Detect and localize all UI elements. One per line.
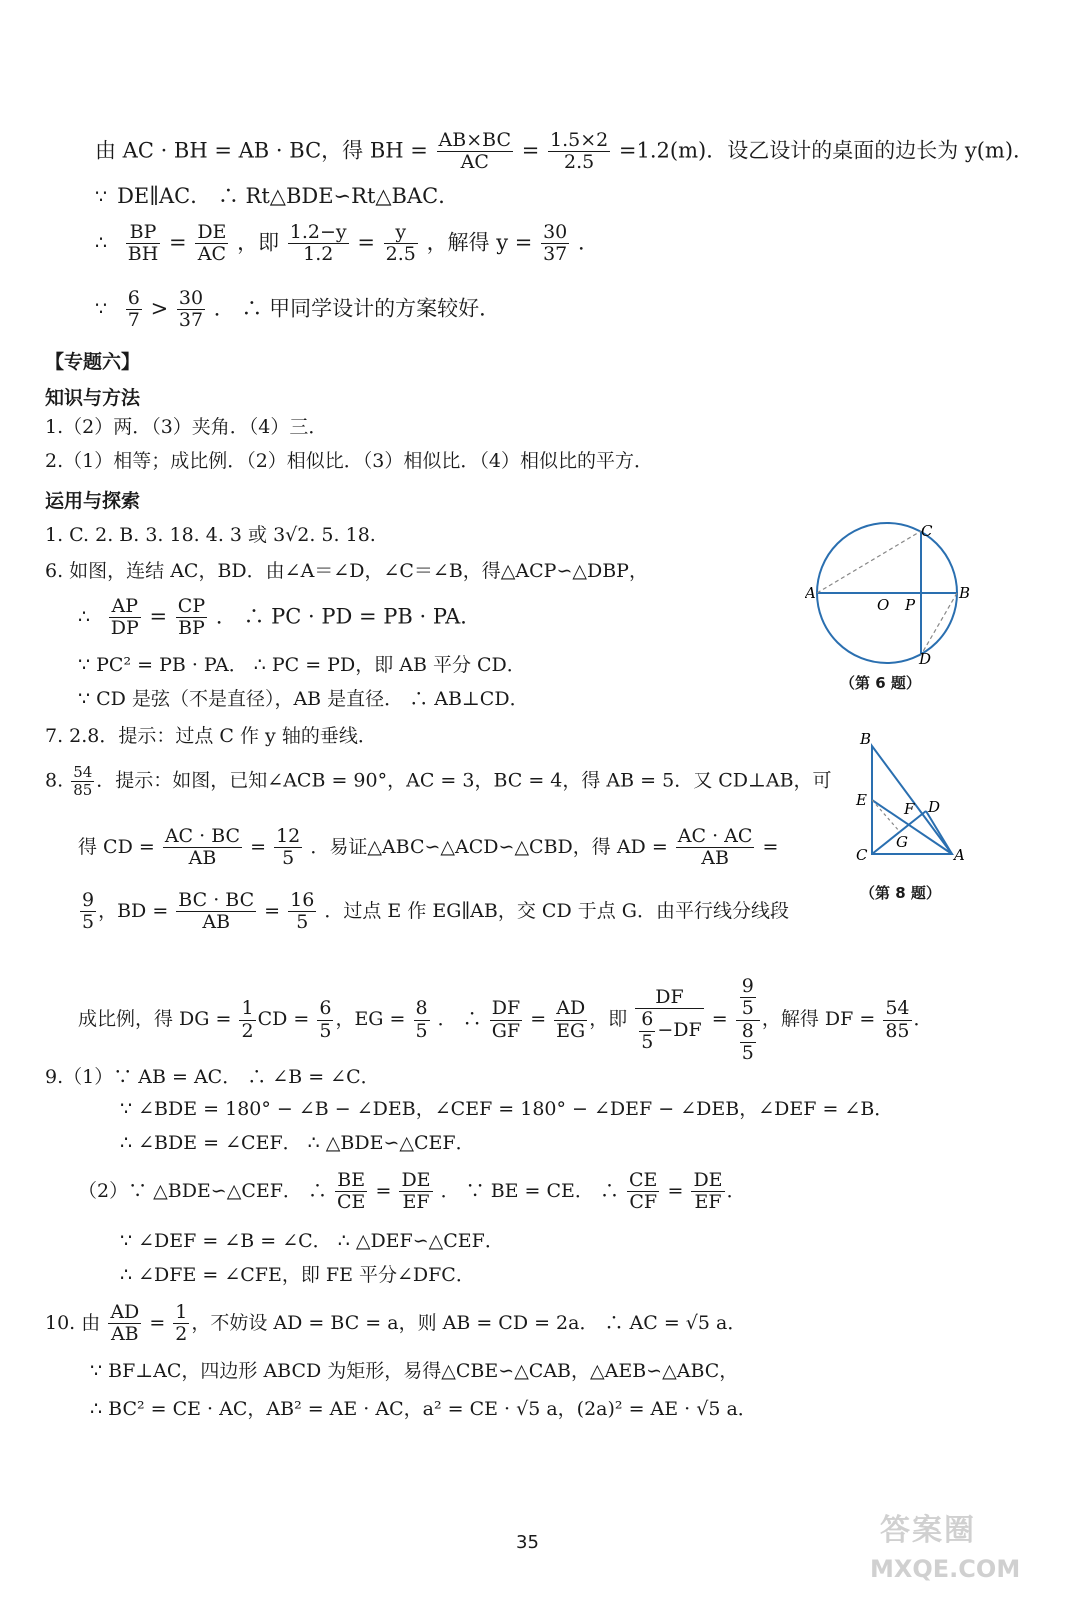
text: ． bbox=[726, 1179, 746, 1202]
fraction bbox=[173, 1302, 189, 1346]
denominator: 5 bbox=[741, 1041, 754, 1064]
answer-10-line-3: ∴ BC² = CE · AC，AB² = AE · AC，a² = CE · √5 a，(2a)² = AE · √5 a． bbox=[90, 1398, 757, 1420]
text: ．易证△ABC∽△ACD∽△CBD，得 AD = bbox=[310, 835, 668, 858]
text: = bbox=[375, 1179, 392, 1202]
text: ． bbox=[913, 1008, 933, 1031]
numerator: 9 bbox=[741, 975, 754, 997]
fraction bbox=[176, 890, 256, 934]
fraction bbox=[639, 1009, 655, 1053]
fraction bbox=[195, 222, 228, 266]
denominator: BP bbox=[178, 617, 205, 640]
denominator: 5 bbox=[282, 847, 295, 870]
text: = bbox=[357, 230, 375, 255]
segment-ac bbox=[817, 531, 921, 593]
denominator: 2.5 bbox=[385, 243, 416, 266]
fraction bbox=[288, 222, 349, 266]
fraction bbox=[163, 826, 242, 870]
text: 由 AC · BH = AB · BC，得 BH = bbox=[95, 138, 428, 163]
text: > bbox=[150, 296, 169, 321]
denominator: AC bbox=[197, 243, 226, 266]
fraction bbox=[80, 890, 96, 934]
numerator bbox=[736, 976, 760, 1021]
text: = bbox=[149, 604, 168, 629]
answers-1-5: 1. C. 2. B. 3. 18. 4. 3 或 3√2. 5. 18. bbox=[45, 524, 376, 546]
numerator: CE bbox=[629, 1169, 658, 1191]
numerator: 54 bbox=[73, 763, 93, 781]
numerator: 8 bbox=[415, 997, 428, 1020]
text: = bbox=[264, 899, 281, 922]
numerator: 9 bbox=[82, 889, 95, 911]
text: ．提示：如图，已知∠ACB = 90°，AC = 3，BC = 4，得 AB = 5．又 CD⊥AB，可 bbox=[96, 769, 832, 792]
text: = bbox=[530, 1008, 547, 1031]
numerator: BP bbox=[126, 222, 161, 244]
watermark-logo: 答案圈 bbox=[880, 1513, 976, 1548]
complex-fraction bbox=[736, 976, 760, 1064]
fraction bbox=[126, 288, 142, 332]
label-f: F bbox=[904, 800, 915, 818]
denominator: 37 bbox=[543, 243, 568, 266]
fraction bbox=[548, 130, 610, 174]
fraction bbox=[740, 1021, 756, 1065]
numerator: 16 bbox=[290, 889, 315, 911]
figure-8-caption: （第 8 题） bbox=[860, 884, 941, 902]
numerator: DE bbox=[197, 221, 227, 243]
apply-heading: 运用与探索 bbox=[45, 490, 141, 512]
answer-7: 7. 2.8．提示：过点 C 作 y 轴的垂线． bbox=[45, 725, 377, 747]
text: DE∥AC． ∴ Rt△BDE∽Rt△BAC． bbox=[117, 184, 460, 208]
answer-6-line-1: 6. 如图，连结 AC，BD．由∠A＝∠D，∠C＝∠B，得△ACP∽△DBP， bbox=[45, 560, 648, 582]
fraction bbox=[554, 998, 587, 1042]
fraction bbox=[740, 976, 756, 1020]
text: ，EG = bbox=[335, 1008, 406, 1031]
knowledge-heading: 知识与方法 bbox=[45, 387, 141, 409]
text: CD = bbox=[257, 1008, 310, 1031]
fraction bbox=[541, 222, 569, 266]
page-number: 35 bbox=[516, 1532, 539, 1553]
numerator: y bbox=[384, 222, 418, 244]
answer-9-line-1: 9.（1）∵ AB = AC． ∴ ∠B = ∠C． bbox=[45, 1066, 380, 1088]
numerator: BC · BC bbox=[178, 889, 255, 911]
fraction bbox=[239, 998, 255, 1042]
text: ，不妨设 AD = BC = a，则 AB = CD = 2a． ∴ AC = √5 a． bbox=[191, 1311, 747, 1334]
denominator: 2.5 bbox=[563, 151, 595, 174]
denominator: 5 bbox=[296, 911, 309, 934]
numerator: 54 bbox=[885, 997, 910, 1020]
fraction bbox=[274, 826, 302, 870]
because-symbol: ∵ bbox=[95, 298, 108, 321]
answer-10-line-1 bbox=[45, 1302, 746, 1346]
fraction bbox=[317, 998, 333, 1042]
answer-9-line-3: ∴ ∠BDE = ∠CEF． ∴ △BDE∽△CEF． bbox=[120, 1132, 475, 1154]
denominator bbox=[736, 1021, 760, 1065]
answer-6-line-3: ∵ PC² = PB · PA． ∴ PC = PD，即 AB 平分 CD． bbox=[78, 654, 526, 676]
because-symbol: ∵ bbox=[95, 186, 108, 208]
figure-6-caption: （第 6 题） bbox=[840, 674, 921, 692]
text: = bbox=[667, 1179, 684, 1202]
fraction bbox=[126, 222, 161, 266]
fraction bbox=[176, 596, 207, 640]
label-c: C bbox=[921, 522, 933, 540]
fraction bbox=[883, 998, 911, 1042]
denominator: 7 bbox=[127, 309, 140, 332]
answer-8-line-3 bbox=[78, 890, 789, 934]
line-3 bbox=[95, 222, 599, 266]
number-label: 8. bbox=[45, 769, 64, 792]
knowledge-item-1: 1.（2）两．（3）夹角．（4）三． bbox=[45, 416, 328, 438]
denominator: AB bbox=[202, 911, 231, 934]
numerator: AD bbox=[110, 1301, 140, 1323]
denominator: DP bbox=[110, 617, 139, 640]
text: 成比例，得 DG = bbox=[78, 1008, 232, 1031]
numerator: BE bbox=[335, 1170, 367, 1192]
numerator: 1 bbox=[241, 997, 254, 1020]
label-p: P bbox=[905, 596, 916, 614]
fraction bbox=[490, 998, 522, 1042]
knowledge-item-2: 2.（1）相等；成比例．（2）相似比．（3）相似比．（4）相似比的平方． bbox=[45, 450, 653, 472]
denominator: 1.2 bbox=[303, 243, 334, 266]
topic-heading: 【专题六】 bbox=[45, 351, 141, 373]
fraction bbox=[109, 596, 141, 640]
numerator: 1.5×2 bbox=[549, 129, 609, 151]
text: （2）∵ △BDE∽△CEF． ∴ bbox=[78, 1179, 327, 1202]
answer-8-line-1 bbox=[45, 764, 832, 799]
fraction bbox=[414, 998, 430, 1042]
denominator: 5 bbox=[415, 1019, 428, 1042]
denominator: 5 bbox=[641, 1030, 654, 1053]
numerator: AC · AC bbox=[677, 825, 753, 847]
therefore-symbol: ∴ bbox=[95, 232, 108, 255]
answer-6-line-4: ∵ CD 是弦（不是直径），AB 是直径． ∴ AB⊥CD． bbox=[78, 688, 529, 710]
numerator: CP bbox=[177, 595, 206, 617]
label-e: E bbox=[856, 791, 867, 809]
numerator: 30 bbox=[178, 287, 204, 309]
denominator: 85 bbox=[73, 780, 93, 799]
denominator: 5 bbox=[741, 997, 754, 1020]
text: ，解得 DF = bbox=[761, 1008, 876, 1031]
text: = bbox=[762, 835, 779, 858]
numerator: DE bbox=[401, 1169, 431, 1191]
denominator: EF bbox=[694, 1191, 722, 1214]
fraction bbox=[437, 130, 513, 174]
denominator: EF bbox=[402, 1191, 430, 1214]
text: = bbox=[711, 1008, 728, 1031]
text: 10. 由 bbox=[45, 1311, 101, 1334]
text: −DF bbox=[657, 1019, 702, 1042]
line-1 bbox=[95, 130, 1034, 174]
fraction bbox=[71, 764, 94, 799]
answer-9-line-2: ∵ ∠BDE = 180° − ∠B − ∠DEB，∠CEF = 180° − ∠DEF − ∠DEB，∠DEF = ∠B． bbox=[120, 1098, 894, 1120]
numerator: DF bbox=[635, 987, 703, 1009]
denominator: CE bbox=[337, 1191, 366, 1214]
text: ． ∴ PC · PD = PB · PA． bbox=[215, 604, 482, 629]
numerator: DE bbox=[693, 1169, 723, 1191]
denominator: 37 bbox=[178, 309, 204, 332]
fraction bbox=[288, 890, 316, 934]
line-2 bbox=[95, 186, 459, 207]
fraction bbox=[627, 1170, 659, 1214]
numerator: 1.2−y bbox=[289, 221, 347, 243]
denominator: BH bbox=[127, 243, 159, 266]
line-4 bbox=[95, 288, 500, 332]
label-b: B bbox=[860, 730, 872, 748]
numerator: AD bbox=[554, 998, 587, 1020]
watermark-text: MXQE.COM bbox=[870, 1555, 1021, 1583]
segment-bd-ext bbox=[926, 811, 952, 854]
label-c: C bbox=[856, 846, 868, 864]
text: ． bbox=[577, 230, 599, 255]
denominator: 5 bbox=[82, 911, 95, 934]
answer-6-line-2 bbox=[78, 596, 481, 640]
text: = bbox=[169, 230, 187, 255]
numerator: 30 bbox=[543, 221, 568, 243]
numerator: DF bbox=[491, 997, 521, 1020]
numerator: AC · BC bbox=[164, 825, 241, 847]
answer-10-line-2: ∵ BF⊥AC，四边形 ABCD 为矩形，易得△CBE∽△CAB，△AEB∽△ABC， bbox=[90, 1360, 739, 1382]
label-g: G bbox=[896, 833, 908, 851]
text: ． ∵ BE = CE． ∴ bbox=[440, 1179, 619, 1202]
fraction bbox=[335, 1170, 367, 1214]
text: = bbox=[250, 835, 267, 858]
numerator: 6 bbox=[319, 997, 332, 1020]
complex-fraction bbox=[635, 987, 703, 1053]
answer-9-line-6: ∴ ∠DFE = ∠CFE，即 FE 平分∠DFC． bbox=[120, 1264, 475, 1286]
figure-8-triangle-diagram bbox=[848, 730, 973, 870]
numerator: 12 bbox=[276, 825, 301, 847]
fraction bbox=[108, 1302, 141, 1346]
denominator: AC bbox=[460, 151, 489, 174]
text: = bbox=[521, 138, 540, 163]
numerator: AP bbox=[109, 596, 141, 618]
numerator: 1 bbox=[175, 1301, 188, 1323]
denominator: 5 bbox=[319, 1019, 332, 1042]
text: ，BD = bbox=[98, 899, 169, 922]
answer-9-line-4 bbox=[78, 1170, 746, 1214]
fraction bbox=[384, 222, 418, 266]
denominator bbox=[635, 1009, 703, 1053]
segment-bd bbox=[921, 593, 957, 655]
numerator: AB×BC bbox=[438, 129, 511, 151]
therefore-symbol: ∴ bbox=[78, 606, 91, 629]
fraction bbox=[691, 1170, 724, 1214]
text: ，解得 y = bbox=[426, 230, 533, 255]
label-a: A bbox=[805, 584, 816, 602]
label-a: A bbox=[954, 846, 965, 864]
denominator: EG bbox=[556, 1019, 586, 1042]
fraction bbox=[676, 826, 755, 870]
denominator: AB bbox=[701, 847, 729, 870]
text: ． ∴ bbox=[437, 1008, 482, 1031]
answer-9-line-5: ∵ ∠DEF = ∠B = ∠C． ∴ △DEF∽△CEF． bbox=[120, 1230, 504, 1252]
numerator: 6 bbox=[641, 1008, 654, 1031]
denominator: GF bbox=[491, 1019, 521, 1042]
answer-8-line-2 bbox=[78, 826, 778, 870]
denominator: AB bbox=[110, 1323, 139, 1346]
label-b: B bbox=[959, 584, 971, 602]
fraction bbox=[399, 1170, 432, 1214]
denominator: 85 bbox=[885, 1019, 910, 1042]
text: = bbox=[149, 1311, 166, 1334]
label-d: D bbox=[919, 650, 932, 668]
text: =1.2(m)．设乙设计的桌面的边长为 y(m)． bbox=[618, 138, 1035, 163]
label-d: D bbox=[928, 798, 941, 816]
text: ． ∴ 甲同学设计的方案较好． bbox=[213, 296, 501, 321]
fraction bbox=[177, 288, 205, 332]
figure-6-circle-diagram bbox=[805, 518, 975, 668]
numerator: 6 bbox=[127, 287, 140, 309]
denominator: AB bbox=[188, 847, 217, 870]
text: 得 CD = bbox=[78, 835, 155, 858]
text: ，即 bbox=[237, 230, 280, 255]
numerator: 8 bbox=[741, 1019, 754, 1042]
denominator: CF bbox=[629, 1191, 658, 1214]
denominator: 2 bbox=[241, 1019, 254, 1042]
answer-8-line-4 bbox=[78, 976, 933, 1064]
denominator: 2 bbox=[175, 1323, 188, 1346]
text: ，即 bbox=[589, 1008, 628, 1031]
label-o: O bbox=[877, 596, 890, 614]
text: ．过点 E 作 EG∥AB，交 CD 于点 G．由平行线分线段 bbox=[324, 899, 789, 922]
